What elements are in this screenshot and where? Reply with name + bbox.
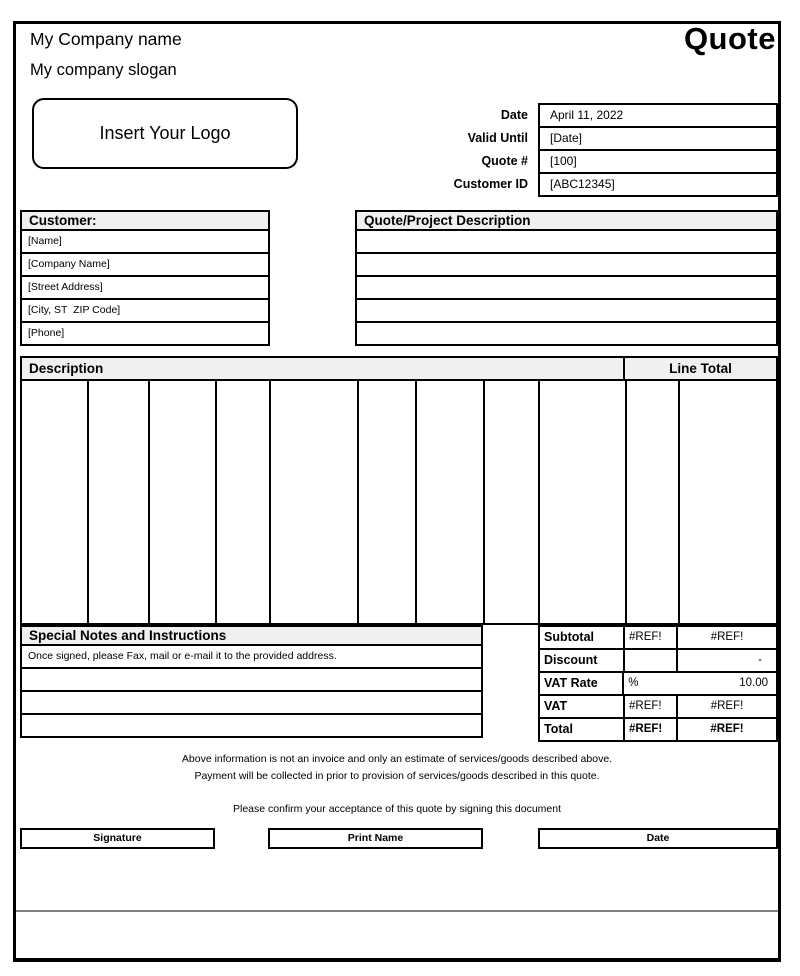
customer-company-field[interactable]: [Company Name] — [20, 252, 270, 277]
customer-section — [20, 210, 270, 346]
project-description-row[interactable] — [355, 275, 778, 300]
line-total-column-header: Line Total — [623, 356, 778, 381]
column-divider — [148, 381, 150, 623]
vat-rate-value-cell[interactable] — [622, 671, 778, 696]
project-description-header: Quote/Project Description — [355, 210, 778, 231]
special-notes-row[interactable] — [20, 713, 483, 738]
column-divider — [357, 381, 359, 623]
signature-box[interactable]: Signature — [20, 828, 215, 849]
subtotal-row — [538, 625, 778, 650]
vat-ref-cell: #REF! — [623, 694, 678, 719]
project-description-row[interactable] — [355, 298, 778, 323]
vat-value-cell: #REF! — [676, 694, 778, 719]
date-field[interactable]: April 11, 2022 — [538, 103, 778, 128]
subtotal-value-cell: #REF! — [676, 625, 778, 650]
project-description-row[interactable] — [355, 229, 778, 254]
column-divider — [625, 381, 627, 623]
total-label: Total — [538, 717, 625, 742]
column-divider — [87, 381, 89, 623]
project-description-row[interactable] — [355, 321, 778, 346]
valid-until-field[interactable]: [Date] — [538, 126, 778, 151]
customer-id-label: Customer ID — [453, 177, 528, 191]
customer-id-field[interactable]: [ABC12345] — [538, 172, 778, 197]
discount-value-cell[interactable]: - — [676, 648, 778, 673]
project-description-section — [355, 210, 778, 346]
total-ref-cell: #REF! — [623, 717, 678, 742]
vat-rate-label: VAT Rate — [538, 671, 624, 696]
special-notes-row[interactable] — [20, 667, 483, 692]
column-divider — [215, 381, 217, 623]
confirm-acceptance-line: Please confirm your acceptance of this quote by signing this document — [232, 803, 562, 815]
special-notes-row[interactable]: Once signed, please Fax, mail or e-mail it to the provided address. — [20, 644, 483, 669]
column-divider — [678, 381, 680, 623]
subtotal-ref-cell: #REF! — [623, 625, 678, 650]
special-notes-section — [20, 625, 483, 738]
line-items-header — [20, 356, 778, 381]
description-column-header: Description — [20, 356, 625, 381]
line-items-table — [20, 356, 778, 625]
vat-row — [538, 694, 778, 719]
column-divider — [538, 381, 540, 623]
vat-rate-value: 10.00 — [739, 677, 768, 689]
disclaimer-line-1: Above information is not an invoice and only an estimate of services/goods described above. — [181, 753, 613, 765]
discount-row — [538, 648, 778, 673]
document-frame — [13, 21, 781, 962]
company-slogan: My company slogan — [30, 61, 177, 79]
totals-section — [538, 625, 778, 742]
bottom-divider-rule — [16, 910, 778, 912]
column-divider — [415, 381, 417, 623]
signature-date-box[interactable]: Date — [538, 828, 778, 849]
project-description-row[interactable] — [355, 252, 778, 277]
print-name-box[interactable]: Print Name — [268, 828, 483, 849]
customer-section-header: Customer: — [20, 210, 270, 231]
special-notes-row[interactable] — [20, 690, 483, 715]
special-notes-header: Special Notes and Instructions — [20, 625, 483, 646]
valid-until-label: Valid Until — [467, 131, 528, 145]
customer-name-field[interactable]: [Name] — [20, 229, 270, 254]
column-divider — [483, 381, 485, 623]
customer-street-field[interactable]: [Street Address] — [20, 275, 270, 300]
total-row — [538, 717, 778, 742]
disclaimer-line-2: Payment will be collected in prior to provision of services/goods described in this quote. — [194, 770, 600, 782]
discount-mid-cell[interactable] — [623, 648, 678, 673]
vat-rate-row — [538, 671, 778, 696]
document-title: Quote — [683, 21, 776, 56]
vat-label: VAT — [538, 694, 625, 719]
quote-number-label: Quote # — [481, 154, 528, 168]
company-name: My Company name — [30, 29, 182, 49]
quote-number-field[interactable]: [100] — [538, 149, 778, 174]
vat-rate-percent-sign: % — [628, 677, 639, 689]
date-label: Date — [500, 108, 528, 122]
total-value-cell: #REF! — [676, 717, 778, 742]
customer-city-field[interactable]: [City, ST ZIP Code] — [20, 298, 270, 323]
discount-label: Discount — [538, 648, 625, 673]
subtotal-label: Subtotal — [538, 625, 625, 650]
logo-placeholder-label: Insert Your Logo — [99, 123, 231, 143]
customer-phone-field[interactable]: [Phone] — [20, 321, 270, 346]
logo-placeholder-box[interactable] — [32, 98, 298, 169]
column-divider — [269, 381, 271, 623]
line-items-area[interactable] — [20, 379, 778, 625]
